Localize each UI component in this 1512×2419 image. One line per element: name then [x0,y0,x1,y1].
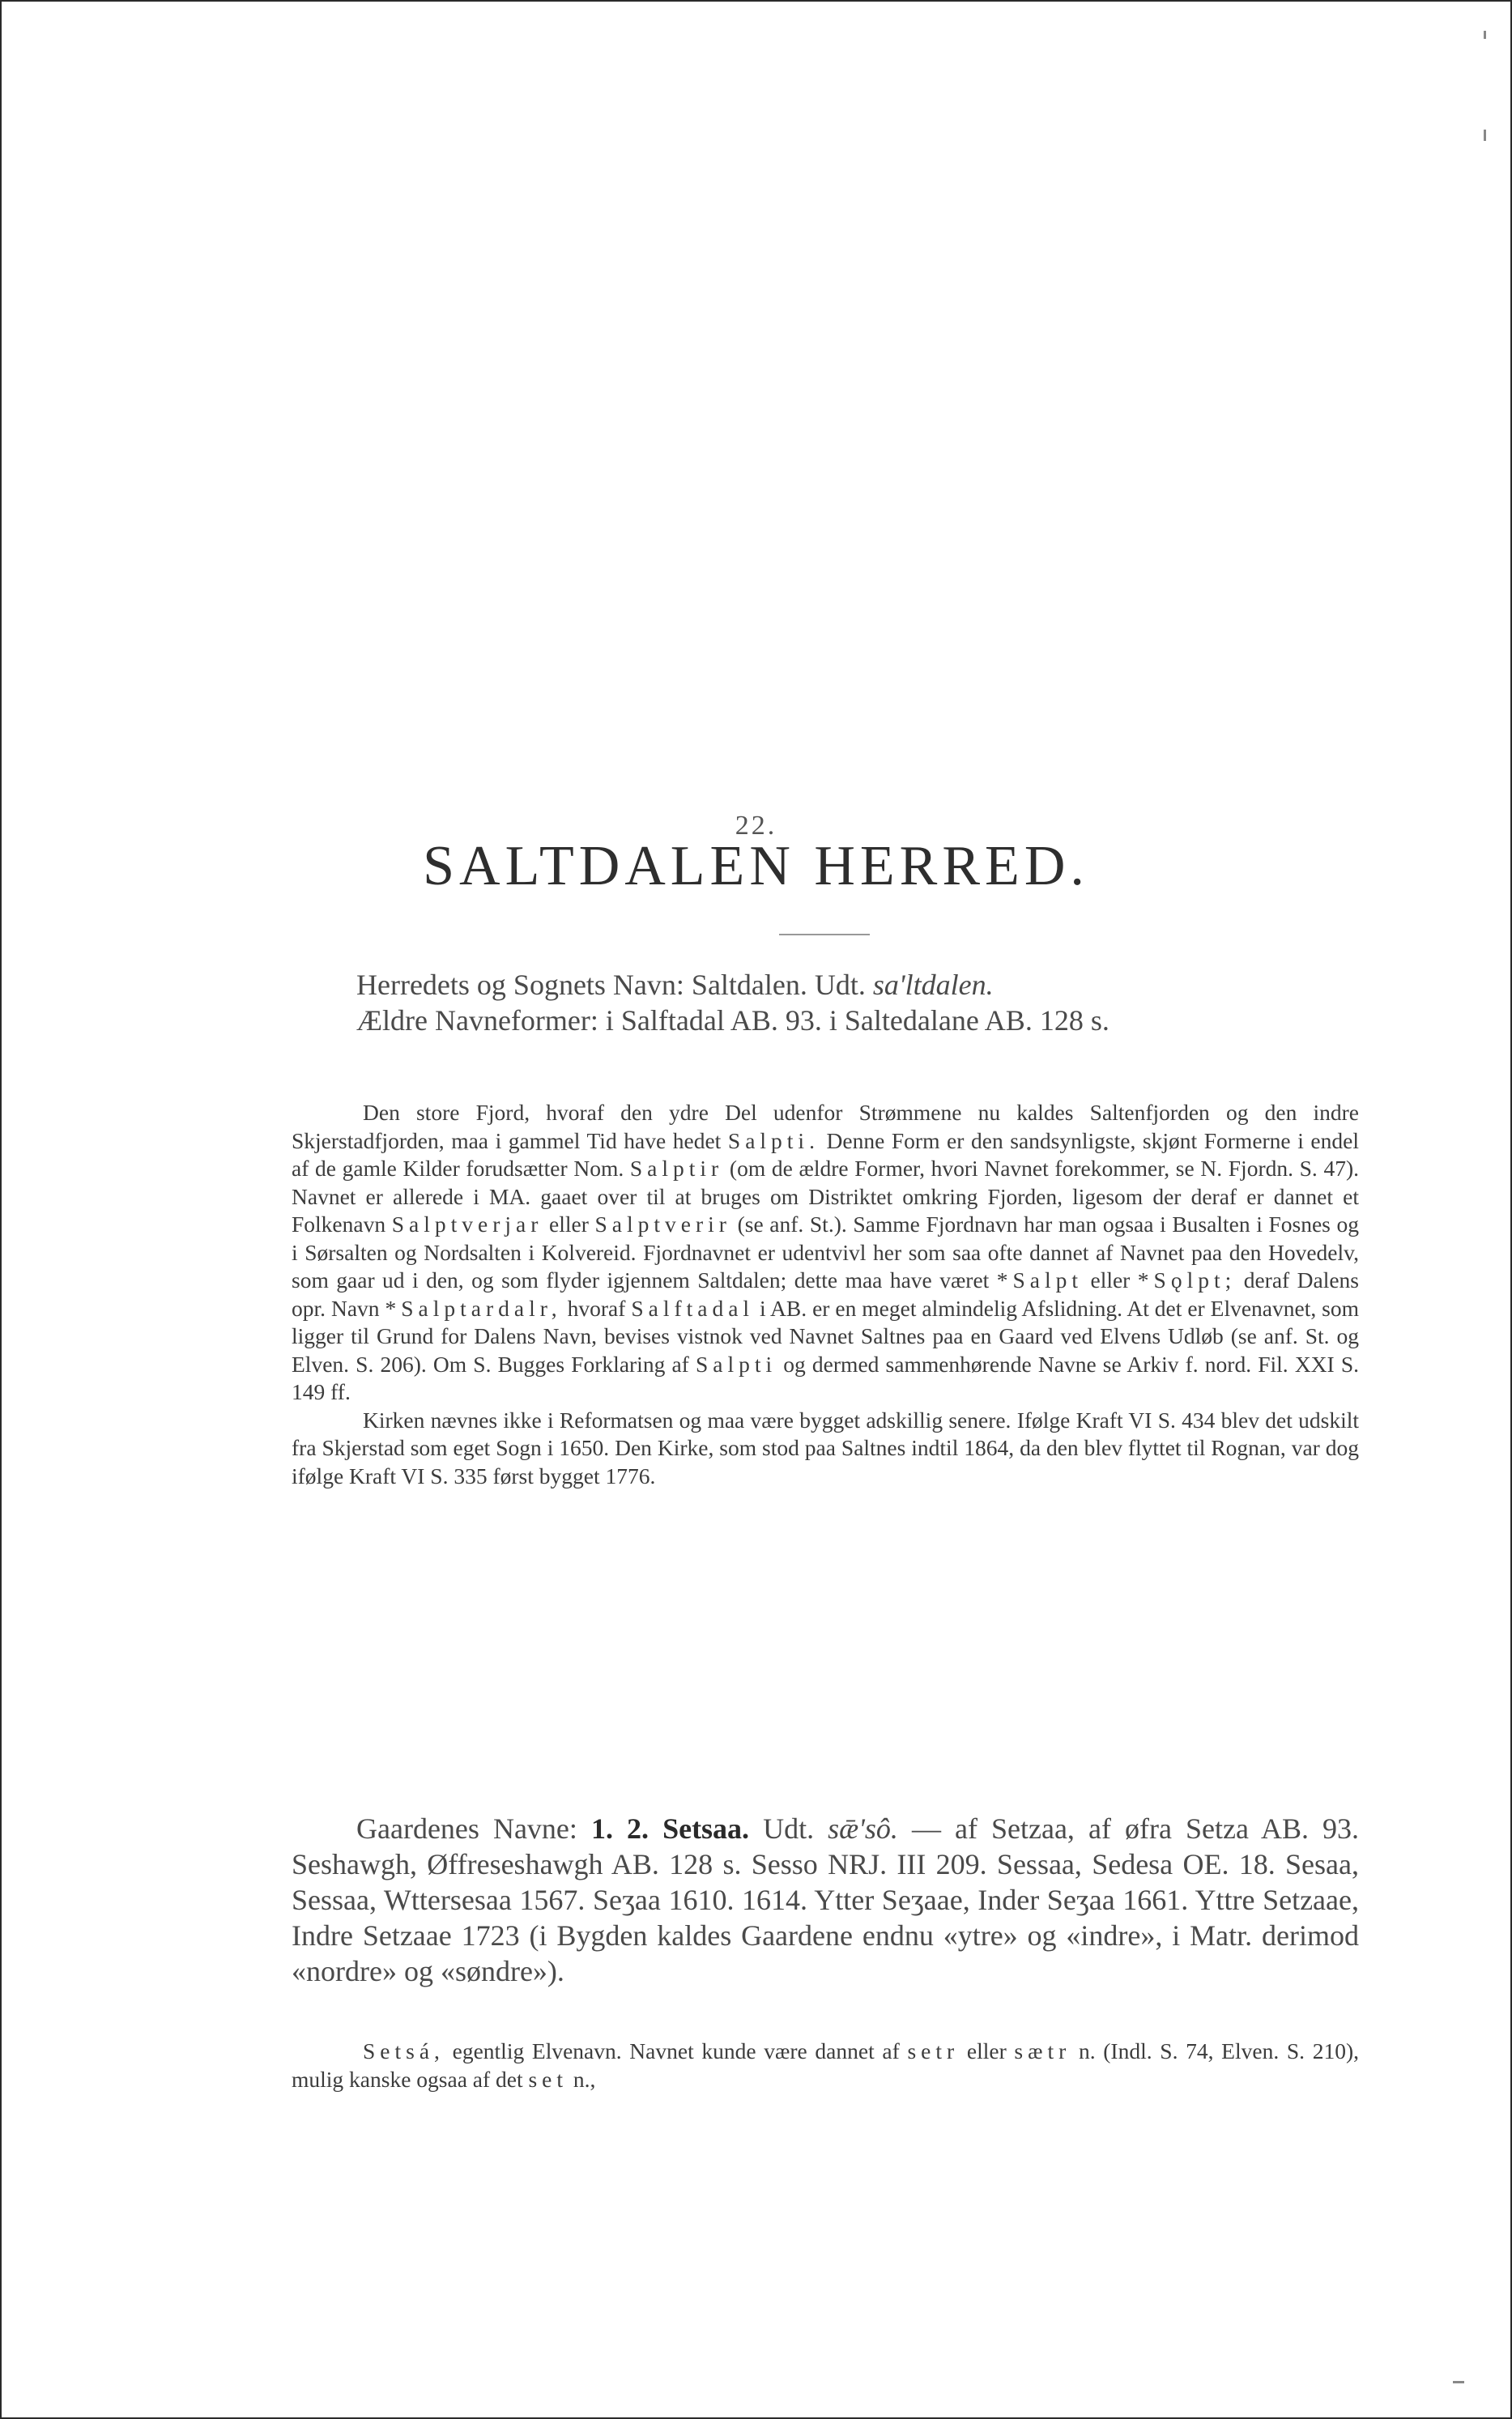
p1-name-salptir: Salptir [629,1156,724,1181]
p1-text-d: eller [549,1212,589,1237]
scan-mark [1484,31,1486,39]
gaarde-name: Setsaa. [662,1812,750,1845]
p1-name-salptardalr: *Salptardalr, [385,1295,562,1321]
older-forms-label: Ældre Navneformer: [356,1004,598,1037]
gaarde-udt-value: sǣ'sô. [828,1812,898,1845]
p1-text-a: Den store Fjord, hvoraf den ydre Del udenfor Strømmene nu kaldes Saltenfjorden og den indre Skjerstadfjorden, maa i gammel Tid have hedet [292,1100,1359,1153]
p1-name-salpti: Salpti. [727,1127,820,1153]
note-name-saetr: sætr [1014,2038,1071,2063]
note-name-set: set [528,2066,569,2092]
older-forms-value-1: i Salftadal AB. 93. [605,1004,822,1037]
p1-name-salptverir: Salptverir [594,1212,731,1237]
scan-mark [1484,130,1486,141]
name-label: Herredets og Sognets Navn: [356,969,684,1001]
p1-name-salptverjar: Salptverjar [391,1212,543,1237]
p1-name-salftadal: Salftadal [631,1295,755,1321]
p1-text-i: i AB. er en meget almindelig Afslidning. At det er Elvenavnet, som ligger til Grund for Dalens Navn, bevises vistnok ved Navnet Saltnes paa en Gaard ved Elvens Udløb (se anf. St. og Elven. S. 206). Om S. Bugges Forklaring af [292,1295,1359,1377]
p1-text-c: (om de ældre Former, hvori Navnet forekommer, se N. Fjordn. S. 47). Navnet er allerede i MA. gaaet over til at bruges om Distriktet omkring Fjorden, ligesom der deraf er dannet et Folkenavn [292,1156,1360,1237]
paragraph-fjord [292,1099,1359,1490]
gaarde-text: — af Setzaa, af øfra Setza AB. 93. Seshawgh, Øffreseshawgh AB. 128 s. Sesso NRJ. III 209. Sessaa, Sedesa OE. 18. Sesaa, Sessaa, Wttersesaa 1567. Seʒaa 1610. 1614. Ytter Seʒaae, Inder Seʒaa 1661. Yttre Setzaae, Indre Setzaae 1723 (i Bygden kaldes Gaardene endnu «ytre» og «indre», i Matr. derimod «nordre» og «søndre»). [292,1812,1360,1987]
p1-text-j: og dermed sammenhørende Navne se Arkiv f. nord. Fil. XXI S. 149 ff. [292,1351,1359,1404]
p1-text-f: eller [1090,1267,1131,1293]
p1-name-salpti-2: Salpti [695,1351,777,1377]
p1-text-g: deraf Dalens opr. Navn [292,1267,1360,1321]
p1-name-salpt: *Salpt [996,1267,1084,1293]
p1-text-e: (se anf. St.). Samme Fjordnavn har man ogsaa i Busalten i Fosnes og i Sørsalten og Nordsalten i Kolvereid. Fjordnavnet er udentvivl her som saa ofte dannet af Navnet paa den Hovedelv, som gaar ud i den, og som flyder igjennem Saltdalen; dette maa have været [292,1212,1359,1293]
gaarde-note [292,2038,1359,2093]
note-text-a: egentlig Elvenavn. Navnet kunde være dannet af [452,2038,900,2063]
p1-text-b: Denne Form er den sandsynligste, skjønt Formerne i endel af de gamle Kilder forudsætter Nom. [292,1127,1359,1181]
gaarde-udt-label: Udt. [763,1812,815,1845]
p1-text-h: hvoraf [567,1295,626,1321]
note-text-b: eller [966,2038,1007,2063]
herred-header [292,967,1359,1038]
name-value: Saltdalen. [691,969,807,1001]
p2-text: Kirken nævnes ikke i Reformatsen og maa være bygget adskillig senere. Ifølge Kraft VI S. 434 blev det udskilt fra Skjerstad som eget Sogn i 1650. Den Kirke, som stod paa Saltnes indtil 1864, da den blev flyttet til Rognan, var dog ifølge Kraft VI S. 335 først bygget 1776. [292,1407,1359,1488]
udt-label: Udt. [814,969,866,1001]
gaarde-section [292,1811,1359,1989]
page-title [0,826,1512,907]
title-divider [779,934,870,935]
older-forms-value-2: i Saltedalane AB. 128 s. [828,1004,1110,1037]
page-title-text: SALTDALEN HERRED. [423,835,1089,897]
gaarde-label: Gaardenes Navne: [356,1812,577,1845]
note-text-c: n. (Indl. S. 74, Elven. S. 210), mulig kanske ogsaa af det [292,2038,1360,2092]
page-number: 22. [735,811,777,841]
note-name-setr: setr [907,2038,960,2063]
scan-mark [1453,2381,1464,2383]
udt-value: sa'ltdalen. [872,969,994,1001]
gaarde-numbers: 1. 2. [590,1812,650,1845]
p1-name-solpt: *Sǫlpt; [1137,1267,1237,1293]
note-name-setsaa: Setsá, [363,2038,445,2063]
note-text-d: n., [573,2066,596,2092]
